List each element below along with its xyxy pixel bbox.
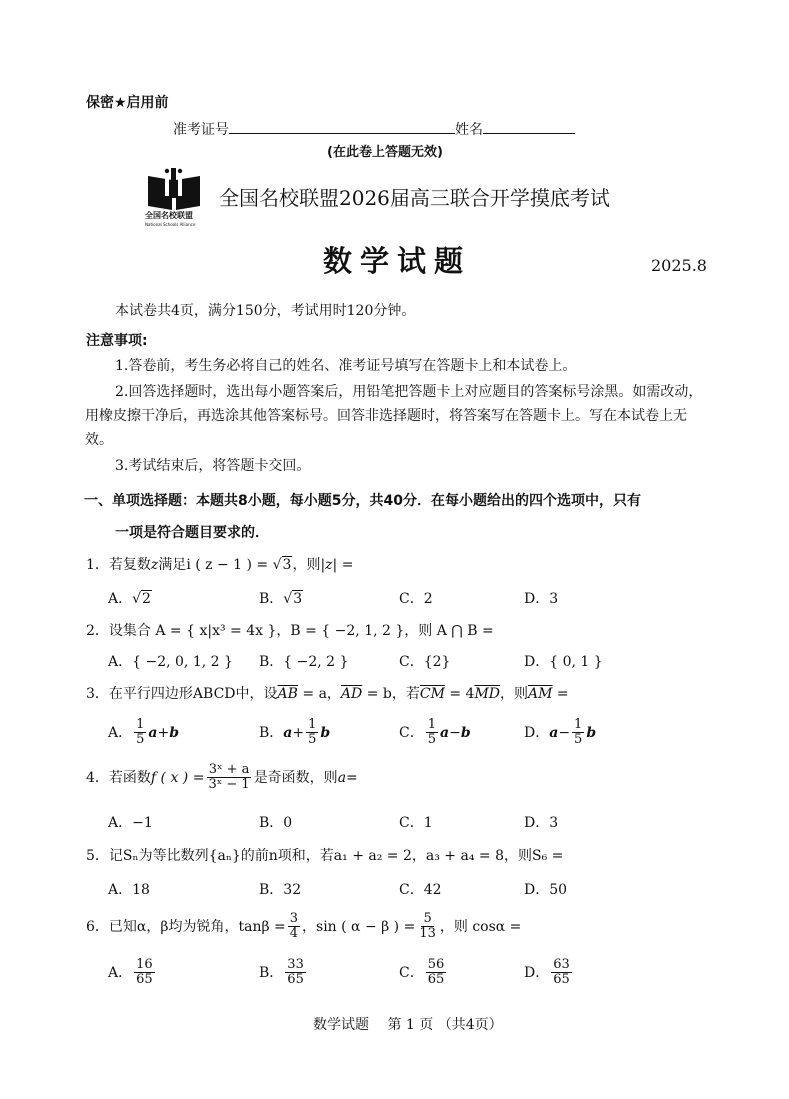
q5-option-c[interactable]: C．42 [399,882,442,898]
q3-option-a[interactable]: A． $\frac{1}{5}$ a + b [108,717,180,747]
question-4: 4． 若函数 f ( x ) = $\frac{\text{3ˣ + a}}{\text{3ˣ − 1}}$ 是奇函数，则 a = [86,762,358,792]
q1-text: = [337,557,354,573]
name-label: 姓名 [455,122,483,138]
q2-option-c[interactable]: C．{2} [399,654,451,670]
q1-radicand: 3 [282,557,292,573]
question-6: 6． 已知α，β均为锐角，tanβ = $\frac{3}{4}$ ，sin ( α − β ) = $\frac{5}{13}$ ，则 cosα = [86,911,522,941]
intro-text: 本试卷共4页，满分150分，考试用时120分钟。 [115,303,416,319]
q1-text: ，则 [292,557,321,573]
page-footer: 数学试题 第 1 页 （共4页） [313,1017,503,1033]
exam-date: 2025.8 [651,256,707,275]
exam-id-row [173,119,575,140]
question-5: 5．记Sₙ为等比数列{aₙ}的前n项和，若a₁ + a₂ = 2，a₃ + a₄ = 8，则S₆ = [86,848,564,864]
alliance-logo [143,168,205,230]
note-item-2: 2.回答选择题时，选出每小题答案后，用铅笔把答题卡上对应题目的答案标号涂黑。如需改动，用橡皮擦干净后，再选涂其他答案标号。回答非选择题时，将答案写在答题卡上。写在本试卷上无效。 [85,384,703,448]
q1-option-a[interactable]: A．√2 [108,591,151,607]
q6-option-d[interactable]: D． $\frac{63}{65}$ [524,957,570,987]
q4-option-a[interactable]: A．−1 [108,815,153,831]
q2-option-b[interactable]: B．{ −2, 2 } [259,654,349,670]
q3-option-c[interactable]: C． $\frac{1}{5}$ a − b [399,717,471,747]
q1-abs: |z| [320,557,338,573]
exam-title: 全国名校联盟2026届高三联合开学摸底考试 [219,186,610,210]
q2-option-d[interactable]: D．{ 0, 1 } [524,654,603,670]
question-3: 3．在平行四边形ABCD中，设$\overline{AB} = a$，$\overline{AD} = b$，若$\overline{CM} = 4\overline{MD}$，则$\overline{AM}$ = [86,686,569,702]
q1-option-c[interactable]: C．2 [399,591,433,607]
confidential-label: 保密★启用前 [86,95,169,111]
exam-id-field[interactable] [229,119,455,134]
q1-text: 若复数 [108,557,151,573]
q1-var: z [150,557,159,573]
logo-text-cn: 全国名校联盟 [145,211,193,220]
q6-option-b[interactable]: B． $\frac{33}{65}$ [259,957,304,987]
notes-heading: 注意事项: [86,333,148,349]
q4-option-d[interactable]: D．3 [524,815,559,831]
logo-text-en: National Schools Alliance [145,222,196,227]
q1-option-d[interactable]: D．3 [524,591,559,607]
subject-title: 数学试题 [323,244,472,278]
note-item-3: 3.考试结束后，将答题卡交回。 [115,458,311,474]
question-2: 2．设集合 A = { x|x³ = 4x }，B = { −2, 1, 2 }，则 A ⋂ B = [86,623,494,639]
q1-expr: i ( z − 1 ) = [186,557,273,573]
note-item-1: 1.答卷前，考生务必将自己的姓名、准考证号填写在答题卡上和本试卷上。 [115,358,577,374]
q5-option-b[interactable]: B．32 [259,882,302,898]
q4-option-c[interactable]: C．1 [399,815,433,831]
exam-id-label: 准考证号 [173,122,229,138]
q4-option-b[interactable]: B．0 [259,815,293,831]
q3-option-b[interactable]: B． a + $\frac{1}{5}$ b [259,717,331,747]
q1-number: 1． [86,557,109,573]
question-1: 1．若复数z满足i ( z − 1 ) = √3，则|z| = [86,557,354,573]
invalid-notice: (在此卷上答题无效) [327,145,443,160]
section1-heading-line1: 一、单项选择题：本题共8小题，每小题5分，共40分．在每小题给出的四个选项中，只有 [84,493,641,509]
q5-option-d[interactable]: D．50 [524,882,568,898]
q3-option-d[interactable]: D． a − $\frac{1}{5}$ b [524,717,597,747]
q5-option-a[interactable]: A．18 [108,882,150,898]
q6-option-a[interactable]: A． $\frac{16}{65}$ [108,957,153,987]
book-logo-icon [143,168,205,212]
q6-option-c[interactable]: C． $\frac{56}{65}$ [399,957,445,987]
q1-option-b[interactable]: B．√3 [259,591,303,607]
q1-text: 满足 [158,557,187,573]
name-field[interactable] [483,119,575,134]
q2-option-a[interactable]: A．{ −2, 0, 1, 2 } [108,654,233,670]
section1-heading-line2: 一项是符合题目要求的． [115,525,269,541]
